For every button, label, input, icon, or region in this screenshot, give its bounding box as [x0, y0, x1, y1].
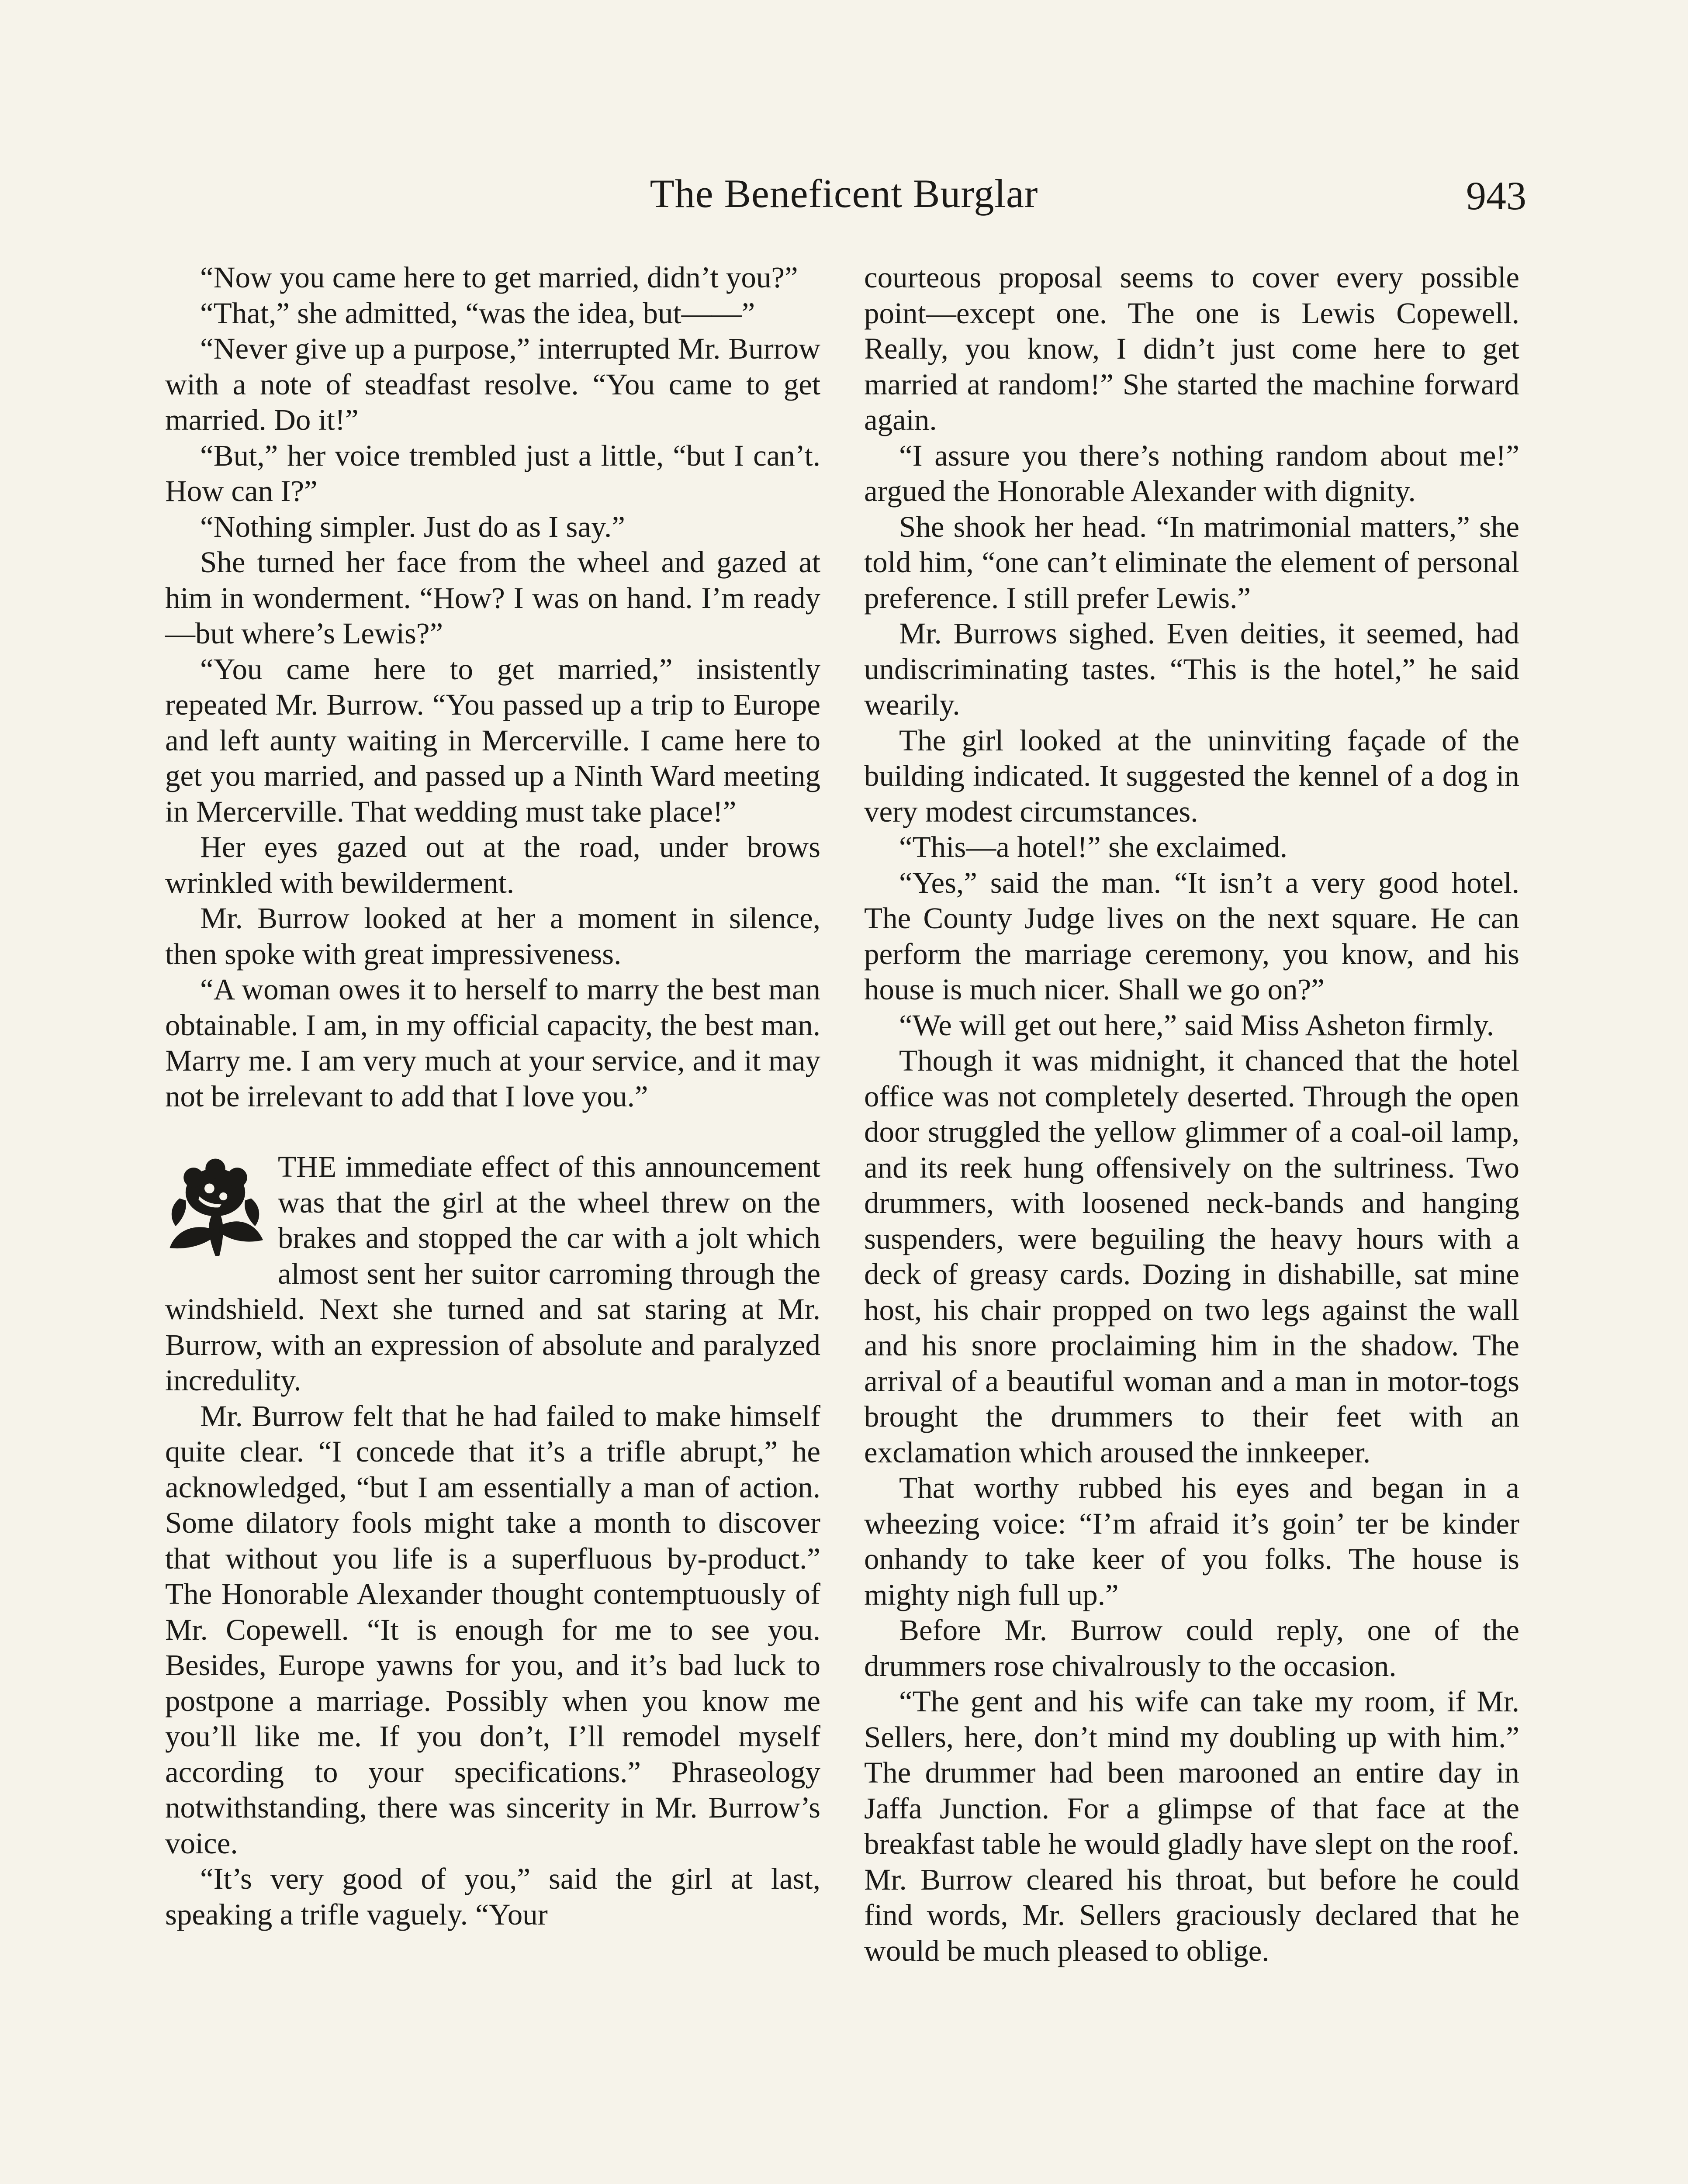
paragraph: Mr. Burrow looked at her a moment in silence, then spoke with great impressiveness.: [165, 902, 820, 971]
paragraph: She shook her head. “In matrimonial matters,” she told him, “one can’t eliminate the element of personal preference. I still prefer Lewis.”: [864, 510, 1519, 615]
paragraph: “But,” her voice trembled just a little, “but I can’t. How can I?”: [165, 439, 820, 508]
paragraph: Mr. Burrow felt that he had failed to make himself quite clear. “I concede that it’s a trifle abrupt,” he acknowledged, “but I am essentially a man of action. Some dilatory fools might take a month to discover that without you life is a superfluous by-product.” The Honorable Alexander thought contemptuously of Mr. Copewell. “It is enough for me to see you. Besides, Europe yawns for you, and it’s bad luck to postpone a marriage. Possibly when you know me you’ll like me. If you don’t, I’ll remodel myself according to your specifications.” Phraseology notwithstanding, there was sincerity in Mr. Burrow’s voice.: [165, 1399, 820, 1860]
paragraph: “Now you came here to get married, didn’t you?”: [200, 261, 798, 294]
paragraph: “That,” she admitted, “was the idea, but——”: [200, 296, 755, 330]
paragraph: “You came here to get married,” insistently repeated Mr. Burrow. “You passed up a trip to Europe and left aunty waiting in Mercerville. I came here to get you married, and passed up a Ninth Ward meeting in Mercerville. That wedding must take place!”: [165, 652, 820, 828]
paragraph: “A woman owes it to herself to marry the best man obtainable. I am, in my official capacity, the best man. Marry me. I am very much at your service, and it may not be irrelevant to add that I love you.”: [165, 973, 820, 1113]
paragraph: “Never give up a purpose,” interrupted Mr. Burrow with a note of steadfast resolve. “You came to get married. Do it!”: [165, 332, 820, 436]
paragraph: “The gent and his wife can take my room, if Mr. Sellers, here, don’t mind my doubling up with him.” The drummer had been marooned an entire day in Jaffa Junction. For a glimpse of that face at the breakfast table he would gladly have slept on the roof. Mr. Burrow cleared his throat, but before he could find words, Mr. Sellers graciously declared that he would be much pleased to oblige.: [864, 1685, 1519, 1967]
floral-drop-cap-ornament-icon: [165, 1153, 266, 1262]
paragraph: “It’s very good of you,” said the girl at last, speaking a trifle vaguely. “Your: [165, 1862, 820, 1931]
paragraph: That worthy rubbed his eyes and began in a wheezing voice: “I’m afraid it’s goin’ ter be kinder onhandy to take keer of you folks. The house is mighty nigh full up.”: [864, 1471, 1519, 1611]
paragraph: Before Mr. Burrow could reply, one of the drummers rose chivalrously to the occasion.: [864, 1614, 1519, 1683]
paragraph: “I assure you there’s nothing random about me!” argued the Honorable Alexander with dignity.: [864, 439, 1519, 508]
continued-paragraph: courteous proposal seems to cover every possible point—except one. The one is Lewis Copewell. Really, you know, I didn’t just come here to get married at random!” She started the machine forward again.: [864, 261, 1519, 436]
paragraph: “Yes,” said the man. “It isn’t a very good hotel. The County Judge lives on the next square. He can perform the marriage ceremony, you know, and his house is much nicer. Shall we go on?”: [864, 866, 1519, 1006]
paragraph: “Nothing simpler. Just do as I say.”: [200, 510, 625, 543]
paragraph: She turned her face from the wheel and gazed at him in wonderment. “How? I was on hand. I’m ready—but where’s Lewis?”: [165, 546, 820, 650]
paragraph: “We will get out here,” said Miss Asheton firmly.: [899, 1008, 1494, 1042]
paragraph: Mr. Burrows sighed. Even deities, it seemed, had undiscriminating tastes. “This is the hotel,” he said wearily.: [864, 617, 1519, 721]
paragraph: “This—a hotel!” she exclaimed.: [899, 830, 1287, 864]
paragraph: Though it was midnight, it chanced that the hotel office was not completely deserted. Through the open door struggled the yellow glimmer of a coal-oil lamp, and its reek hung offensively on the sultriness. Two drummers, with loosened neck-bands and hanging suspenders, were beguiling the heavy hours with a deck of greasy cards. Dozing in dishabille, sat mine host, his chair propped on two legs against the wall and his snore proclaiming him in the shadow. The arrival of a beautiful woman and a man in motor-togs brought the drummers to their feet with an exclamation which aroused the innkeeper.: [864, 1044, 1519, 1469]
section-break: [165, 1114, 820, 1149]
page-number: 943: [1466, 173, 1526, 218]
paragraph: Her eyes gazed out at the road, under brows wrinkled with bewilderment.: [165, 830, 820, 899]
paragraph: The girl looked at the uninviting façade of the building indicated. It suggested the kennel of a dog in very modest circumstances.: [864, 723, 1519, 828]
left-column: [165, 260, 820, 1932]
running-header-title: The Beneficent Burglar: [650, 171, 1038, 216]
right-column: [864, 260, 1519, 1969]
section-opening-paragraph: THE immediate effect of this announcement was that the girl at the wheel threw on the brakes and stopped the car with a jolt which almost sent her suitor carroming through the windshield. Next she turned and sat staring at Mr. Burrow, with an expression of absolute and paralyzed incredulity.: [165, 1150, 820, 1397]
